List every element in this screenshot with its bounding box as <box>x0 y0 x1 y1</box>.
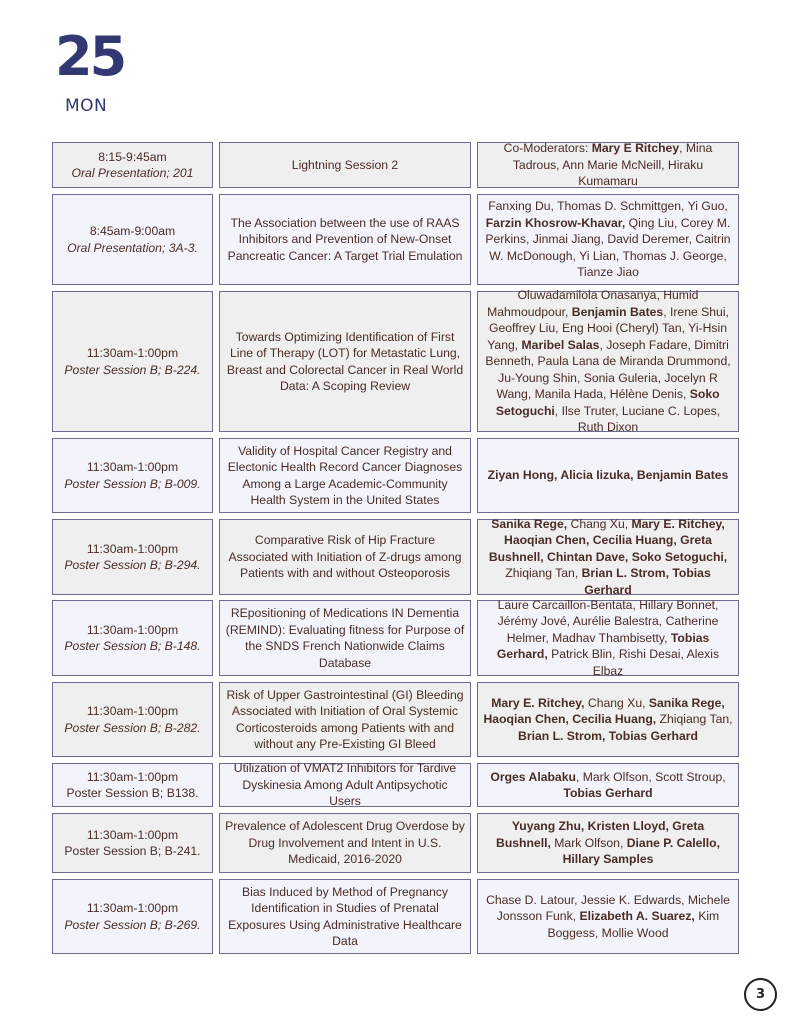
author-name: Patrick Blin, Rishi Desai, Alexis Elbaz <box>547 647 720 678</box>
session-title-cell <box>219 194 471 285</box>
session-authors <box>483 818 733 868</box>
session-location: Poster Session B; B138. <box>66 786 199 800</box>
session-title: Lightning Session 2 <box>291 157 399 172</box>
page-number: 3 <box>755 987 766 1002</box>
session-title-cell <box>219 682 471 757</box>
presenter-name: Soko Setoguchi <box>495 387 720 418</box>
presenter-name: Maribel Salas <box>521 337 600 352</box>
page-number-badge <box>744 978 777 1011</box>
presenter-name: Elizabeth A. Suarez, <box>579 909 695 924</box>
author-name: , Joseph Fadare, Dimitri Benneth, Paula Lana de Miranda Drummond, Ju-Young Shin, Sonia Guleria, Jocelyn R Wang, Manila Hada, Hélène Denis, <box>485 337 731 402</box>
session-authors-cell <box>477 597 739 678</box>
session-authors <box>483 769 733 802</box>
session-title: Towards Optimizing Identification of First Line of Therapy (LOT) for Metastatic Lung, Breast and Colorectal Cancer in Real World Data: A Scoping Review <box>226 329 464 393</box>
session-authors-cell <box>477 194 739 285</box>
presenter-name: Yuyang Zhu, Kristen Lloyd, Greta Bushnell, <box>496 819 705 850</box>
session-location: Oral Presentation; 3A-3. <box>67 240 198 255</box>
session-authors <box>483 695 733 745</box>
author-name: Mark Olfson, <box>550 835 627 850</box>
presenter-name: Tobias Gerhard <box>563 786 653 800</box>
session-time: 11:30am-1:00pm <box>86 541 179 556</box>
day-name: MON <box>65 96 108 116</box>
author-name: Qing Liu, Corey M. Perkins, Jinmai Jiang, David Deremer, Caitrin W. McDonough, Yi Lian, Thomas J. George, Tianze Jiao <box>485 215 731 280</box>
session-time-cell <box>52 682 213 757</box>
session-authors <box>483 597 733 680</box>
session-authors <box>483 287 733 436</box>
session-time: 11:30am-1:00pm <box>86 704 179 718</box>
session-authors-cell <box>477 438 739 513</box>
presenter-name: Sanika Rege, <box>491 516 568 531</box>
presenter-name: Brian L. Strom, Tobias Gerhard <box>518 728 698 743</box>
session-location: Poster Session B; B-148. <box>64 639 201 653</box>
session-location: Poster Session B; B-282. <box>64 720 201 735</box>
author-name: Fanxing Du, Thomas D. Schmittgen, Yi Guo, <box>488 199 728 214</box>
session-authors <box>483 198 733 281</box>
session-time: 11:30am-1:00pm <box>86 901 179 915</box>
presenter-name: Brian L. Strom, Tobias Gerhard <box>581 566 711 597</box>
session-location: Poster Session B; B-241. <box>64 844 201 858</box>
session-location: Oral Presentation; 201 <box>71 166 194 180</box>
session-authors <box>488 467 729 484</box>
author-name: Laure Carcaillon-Bentata, Hillary Bonnet, Jérémy Jové, Aurélie Balestra, Catherine Helmer, Madhav Thambisetty, <box>497 597 719 645</box>
presenter-name: Sanika Rege, Haoqian Chen, Cecilia Huang, <box>483 695 725 727</box>
session-authors <box>483 516 733 599</box>
session-location: Poster Session B; B-224. <box>64 362 201 377</box>
session-time: 11:30am-1:00pm <box>86 769 179 784</box>
session-location: Poster Session B; B-294. <box>64 558 201 572</box>
session-time: 8:15-9:45am <box>98 149 167 164</box>
session-title: Risk of Upper Gastrointestinal (GI) Bleeding Associated with Initiation of Oral Systemic Corticosteroids among Patients with and without any Pre-Existing GI Bleed <box>226 687 464 751</box>
session-time-cell <box>52 519 213 595</box>
session-title: Validity of Hospital Cancer Registry and Electonic Health Record Cancer Diagnoses Among a Large Academic-Community Health System in the United States <box>227 443 463 507</box>
presenter-name: Orges Alabaku <box>490 769 576 784</box>
day-number: 25 <box>55 25 125 88</box>
session-authors <box>483 140 733 190</box>
session-time: 11:30am-1:00pm <box>86 827 179 842</box>
session-title-cell <box>219 291 471 432</box>
session-authors-cell <box>477 879 739 954</box>
session-title: Utilization of VMAT2 Inhibitors for Tardive Dyskinesia Among Adult Antipsychotic Users <box>233 761 457 809</box>
session-time-cell <box>52 879 213 954</box>
session-title: Prevalence of Adolescent Drug Overdose by Drug Involvement and Intent in U.S. Medicaid, 2016-2020 <box>225 819 465 867</box>
session-authors <box>483 892 733 942</box>
author-name: , Mina Tadrous, Ann Marie McNeill, Hiraku Kumamaru <box>512 141 713 189</box>
author-name: Oluwadamilola Onasanya, Humid Mahmoudpour, <box>487 288 699 319</box>
session-time-cell <box>52 438 213 513</box>
session-time: 11:30am-1:00pm <box>86 460 179 474</box>
session-title-cell <box>219 438 471 513</box>
session-authors-cell <box>477 682 739 757</box>
author-name: Chase D. Latour, Jessie K. Edwards, Michele Jonsson Funk, <box>486 892 730 924</box>
session-title-cell <box>219 519 471 595</box>
presenter-name: Mary E. Ritchey, Haoqian Chen, Cecilia Huang, Greta Bushnell, Chintan Dave, Soko Setoguchi, <box>488 516 728 564</box>
session-authors-cell <box>477 516 739 597</box>
presenter-name: Mary E Ritchey <box>591 141 680 156</box>
session-title-cell <box>219 879 471 954</box>
author-name: Zhiqiang Tan, <box>505 566 582 581</box>
session-time-cell <box>52 600 213 676</box>
session-title-cell <box>219 813 471 873</box>
session-title-cell <box>219 600 471 676</box>
author-name: , Ilse Truter, Luciane C. Lopes, Ruth Dixon <box>554 403 721 435</box>
session-authors-cell <box>477 288 739 435</box>
session-title: The Association between the use of RAAS Inhibitors and Prevention of New-Onset Pancreatic Cancer: A Target Trial Emulation <box>227 215 463 263</box>
author-name: , Irene Shui, Geoffrey Liu, Eng Hooi (Cheryl) Tan, Yi-Hsin Yang, <box>487 304 729 352</box>
session-title: REpositioning of Medications IN Dementia (REMIND): Evaluating fitness for Purpose of the SNDS French Nationwide Claims Database <box>225 606 465 670</box>
session-authors-cell <box>477 142 739 188</box>
presenter-name: Farzin Khosrow-Khavar, <box>485 215 626 230</box>
author-name: Zhiqiang Tan, <box>656 712 733 727</box>
presenter-name: Diane P. Calello, Hillary Samples <box>562 835 720 867</box>
session-time-cell <box>52 291 213 432</box>
session-location: Poster Session B; B-269. <box>64 917 201 932</box>
session-time: 8:45am-9:00am <box>89 224 176 238</box>
session-time-cell <box>52 194 213 285</box>
presenter-name: Mary E. Ritchey, <box>491 695 585 710</box>
session-location: Poster Session B; B-009. <box>64 476 201 491</box>
session-title: Bias Induced by Method of Pregnancy Identification in Studies of Prenatal Exposures Using Administrative Healthcare Data <box>228 884 462 948</box>
author-name: Co-Moderators: <box>503 141 592 156</box>
session-authors-cell <box>477 813 739 873</box>
session-authors-cell <box>477 763 739 807</box>
session-title: Comparative Risk of Hip Fracture Associated with Initiation of Z-drugs among Patients with and without Osteoporosis <box>228 533 462 581</box>
session-title-cell <box>219 142 471 188</box>
author-name: Kim Boggess, Mollie Wood <box>547 909 720 940</box>
session-time: 11:30am-1:00pm <box>86 622 179 637</box>
session-time-cell <box>52 763 213 807</box>
presenter-name: Benjamin Bates <box>571 304 664 319</box>
session-title-cell <box>219 763 471 807</box>
presenter-name: Tobias Gerhard, <box>496 630 710 662</box>
session-time: 11:30am-1:00pm <box>86 346 179 360</box>
author-name: , Mark Olfson, Scott Stroup, <box>575 769 726 784</box>
presenter-name: Ziyan Hong, Alicia Iizuka, Benjamin Bates <box>487 468 729 483</box>
author-name: Chang Xu, <box>567 516 632 531</box>
session-time-cell <box>52 813 213 873</box>
author-name: Chang Xu, <box>584 695 649 710</box>
session-time-cell <box>52 142 213 188</box>
